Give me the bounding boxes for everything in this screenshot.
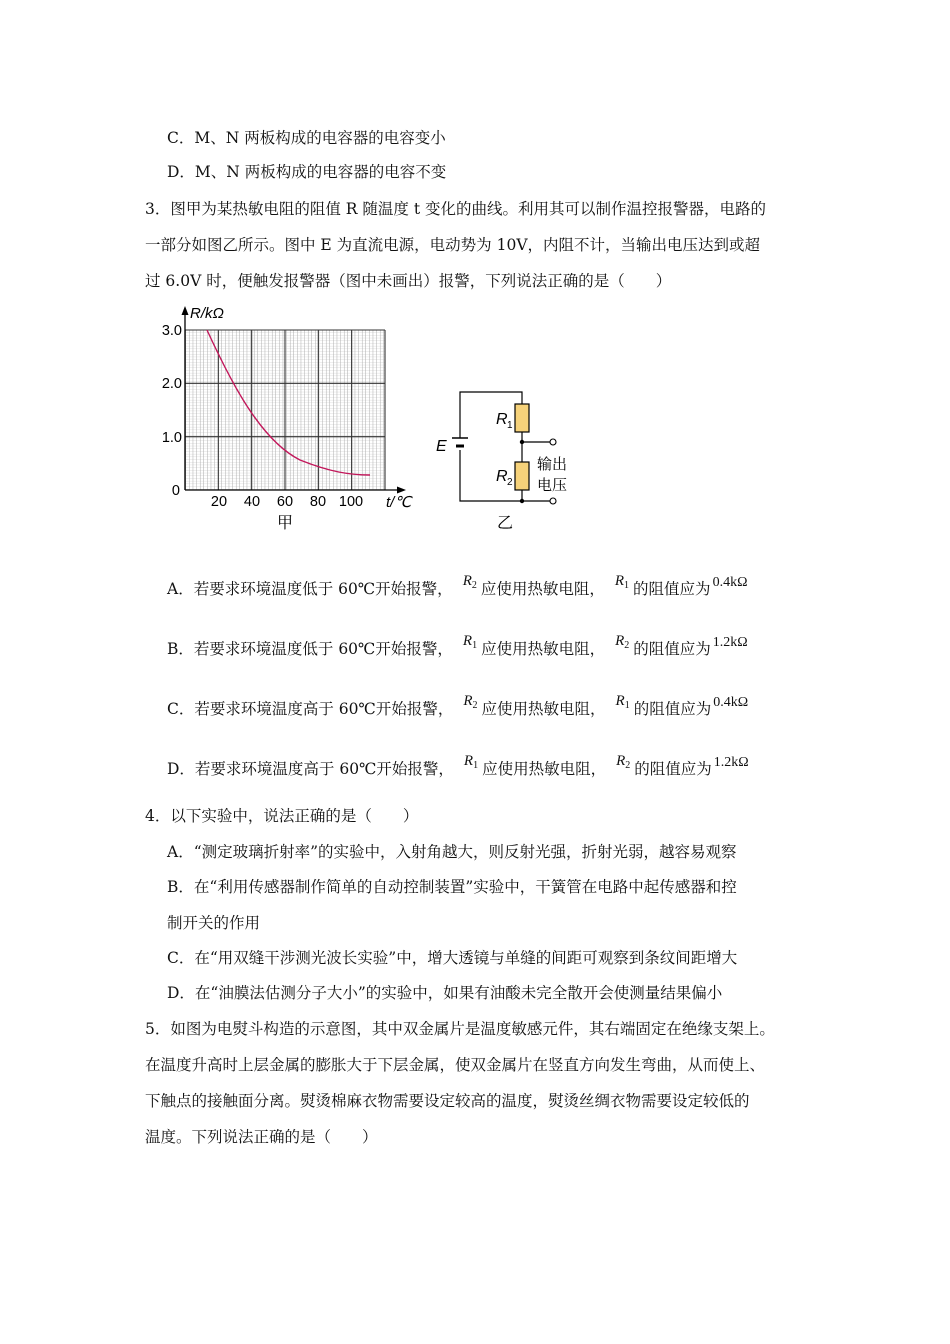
x-tick-100: 100 — [338, 494, 364, 510]
q4-stem: 4．以下实验中，说法正确的是（ ） — [145, 807, 419, 825]
option-text-mid: 应使用热敏电阻， — [481, 700, 606, 718]
x-axis-label: t/℃ — [386, 494, 412, 511]
resistor-symbol — [463, 629, 477, 654]
figure-yi-caption: 乙 — [496, 515, 514, 532]
r1-label: R — [496, 411, 508, 428]
resistor-letter: R — [614, 573, 625, 589]
node-top — [520, 440, 524, 444]
option-text-post: 的阻值应为 — [633, 700, 712, 718]
resistor-letter: R — [616, 753, 626, 769]
option-text-post: 的阻值应为 — [634, 760, 712, 778]
q5-stem-line-1: 5．如图为电熨斗构造的示意图，其中双金属片是温度敏感元件，其右端固定在绝缘支架上。 — [145, 1020, 775, 1038]
r2-subscript: 2 — [507, 477, 513, 488]
option-text-post: 的阻值应为 — [633, 640, 711, 658]
resistor-symbol — [464, 749, 478, 774]
x-tick-20: 20 — [210, 494, 228, 510]
resistor-symbol — [616, 689, 630, 714]
q4-option-b-line-1: B．在“利用传感器制作简单的自动控制装置”实验中，干簧管在电路中起传感器和控 — [167, 878, 737, 896]
figure-yi-circuit — [425, 380, 595, 540]
resistor-symbol — [615, 629, 629, 654]
r2-label: R — [496, 468, 508, 485]
q5-stem-line-4: 温度。下列说法正确的是（ ） — [145, 1128, 378, 1146]
x-tick-40: 40 — [243, 494, 261, 510]
output-terminal-top — [550, 439, 556, 445]
q4-option-a: A．“测定玻璃折射率”的实验中，入射角越大，则反射光强，折射光弱，越容易观察 — [167, 843, 737, 861]
resistor-r1 — [515, 404, 529, 432]
wire-top — [460, 392, 522, 438]
figure-jia-graph — [150, 300, 430, 540]
option-text-pre: D．若要求环境温度高于 60℃开始报警， — [167, 760, 454, 778]
resistor-subscript: 1 — [624, 700, 630, 711]
option-text-mid: 应使用热敏电阻， — [481, 640, 606, 658]
option-text-pre: C．若要求环境温度高于 60℃开始报警， — [167, 700, 454, 718]
y-axis-arrow — [182, 306, 189, 315]
x-tick-60: 60 — [276, 494, 294, 510]
resistor-symbol — [616, 749, 630, 774]
q2-option-c: C．M、N 两板构成的电容器的电容变小 — [167, 129, 446, 147]
q3-stem-line-2: 一部分如图乙所示。图中 E 为直流电源，电动势为 10V，内阻不计，当输出电压达到或超 — [145, 236, 761, 254]
y-tick-3: 3.0 — [161, 323, 182, 339]
output-label-line-1: 输出 — [537, 456, 568, 473]
q3-option-d — [167, 753, 749, 783]
q3-option-b — [167, 633, 748, 663]
resistor-subscript: 2 — [472, 700, 478, 711]
q3-option-c — [167, 693, 749, 723]
resistor-subscript: 1 — [473, 760, 479, 771]
source-label-e: E — [436, 438, 447, 455]
q4-option-b-line-2: 制开关的作用 — [167, 914, 261, 932]
option-text-mid: 应使用热敏电阻， — [480, 580, 605, 598]
node-bottom — [520, 499, 524, 503]
resistor-letter: R — [463, 693, 473, 709]
resistance-value: 0.4kΩ — [713, 695, 749, 710]
q3-stem-line-3: 过 6.0V 时，便触发报警器（图中未画出）报警，下列说法正确的是（ ） — [145, 272, 672, 290]
resistor-symbol — [615, 569, 629, 594]
resistor-symbol — [463, 569, 477, 594]
y-tick-2: 2.0 — [161, 376, 182, 392]
resistor-subscript: 1 — [624, 580, 630, 591]
option-text-post: 的阻值应为 — [633, 580, 711, 598]
option-text-pre: A．若要求环境温度低于 60℃开始报警， — [167, 580, 453, 598]
resistor-letter: R — [462, 633, 473, 649]
q5-stem-line-2: 在温度升高时上层金属的膨胀大于下层金属，使双金属片在竖直方向发生弯曲，从而使上、 — [145, 1056, 766, 1074]
r1-subscript: 1 — [507, 420, 513, 431]
wire-bottom — [460, 450, 522, 501]
q5-stem-line-3: 下触点的接触面分离。熨烫棉麻衣物需要设定较高的温度，熨烫丝绸衣物需要设定较低的 — [145, 1092, 750, 1110]
resistor-subscript: 2 — [625, 760, 631, 771]
y-tick-0: 0 — [171, 483, 180, 499]
figure-jia-caption: 甲 — [276, 515, 294, 532]
resistor-subscript: 2 — [624, 640, 630, 651]
option-text-pre: B．若要求环境温度低于 60℃开始报警， — [167, 640, 453, 658]
x-axis-arrow — [397, 487, 406, 494]
option-text-mid: 应使用热敏电阻， — [482, 760, 607, 778]
resistor-subscript: 1 — [472, 640, 478, 651]
resistor-letter: R — [463, 753, 474, 769]
output-terminal-bottom — [550, 498, 556, 504]
resistance-value: 1.2kΩ — [712, 635, 748, 650]
output-label-line-2: 电压 — [537, 477, 568, 494]
resistor-letter: R — [462, 573, 472, 589]
q4-option-d: D．在“油膜法估测分子大小”的实验中，如果有油酸未完全散开会使测量结果偏小 — [167, 984, 723, 1002]
resistor-subscript: 2 — [471, 580, 477, 591]
q3-option-a — [167, 573, 748, 603]
resistor-letter: R — [615, 633, 625, 649]
q3-stem-line-1: 3．图甲为某热敏电阻的阻值 R 随温度 t 变化的曲线。利用其可以制作温控报警器，电路的 — [145, 200, 766, 218]
resistor-symbol — [463, 689, 477, 714]
q4-option-c: C．在“用双缝干涉测光波长实验”中，增大透镜与单缝的间距可观察到条纹间距增大 — [167, 949, 738, 967]
x-tick-80: 80 — [309, 494, 327, 510]
resistance-value: 0.4kΩ — [712, 575, 748, 590]
q2-option-d: D．M、N 两板构成的电容器的电容不变 — [167, 163, 447, 181]
y-tick-1: 1.0 — [161, 430, 182, 446]
resistor-letter: R — [615, 693, 625, 709]
resistance-value: 1.2kΩ — [713, 755, 749, 770]
y-axis-label: R/kΩ — [190, 305, 224, 322]
resistor-r2 — [515, 462, 529, 490]
